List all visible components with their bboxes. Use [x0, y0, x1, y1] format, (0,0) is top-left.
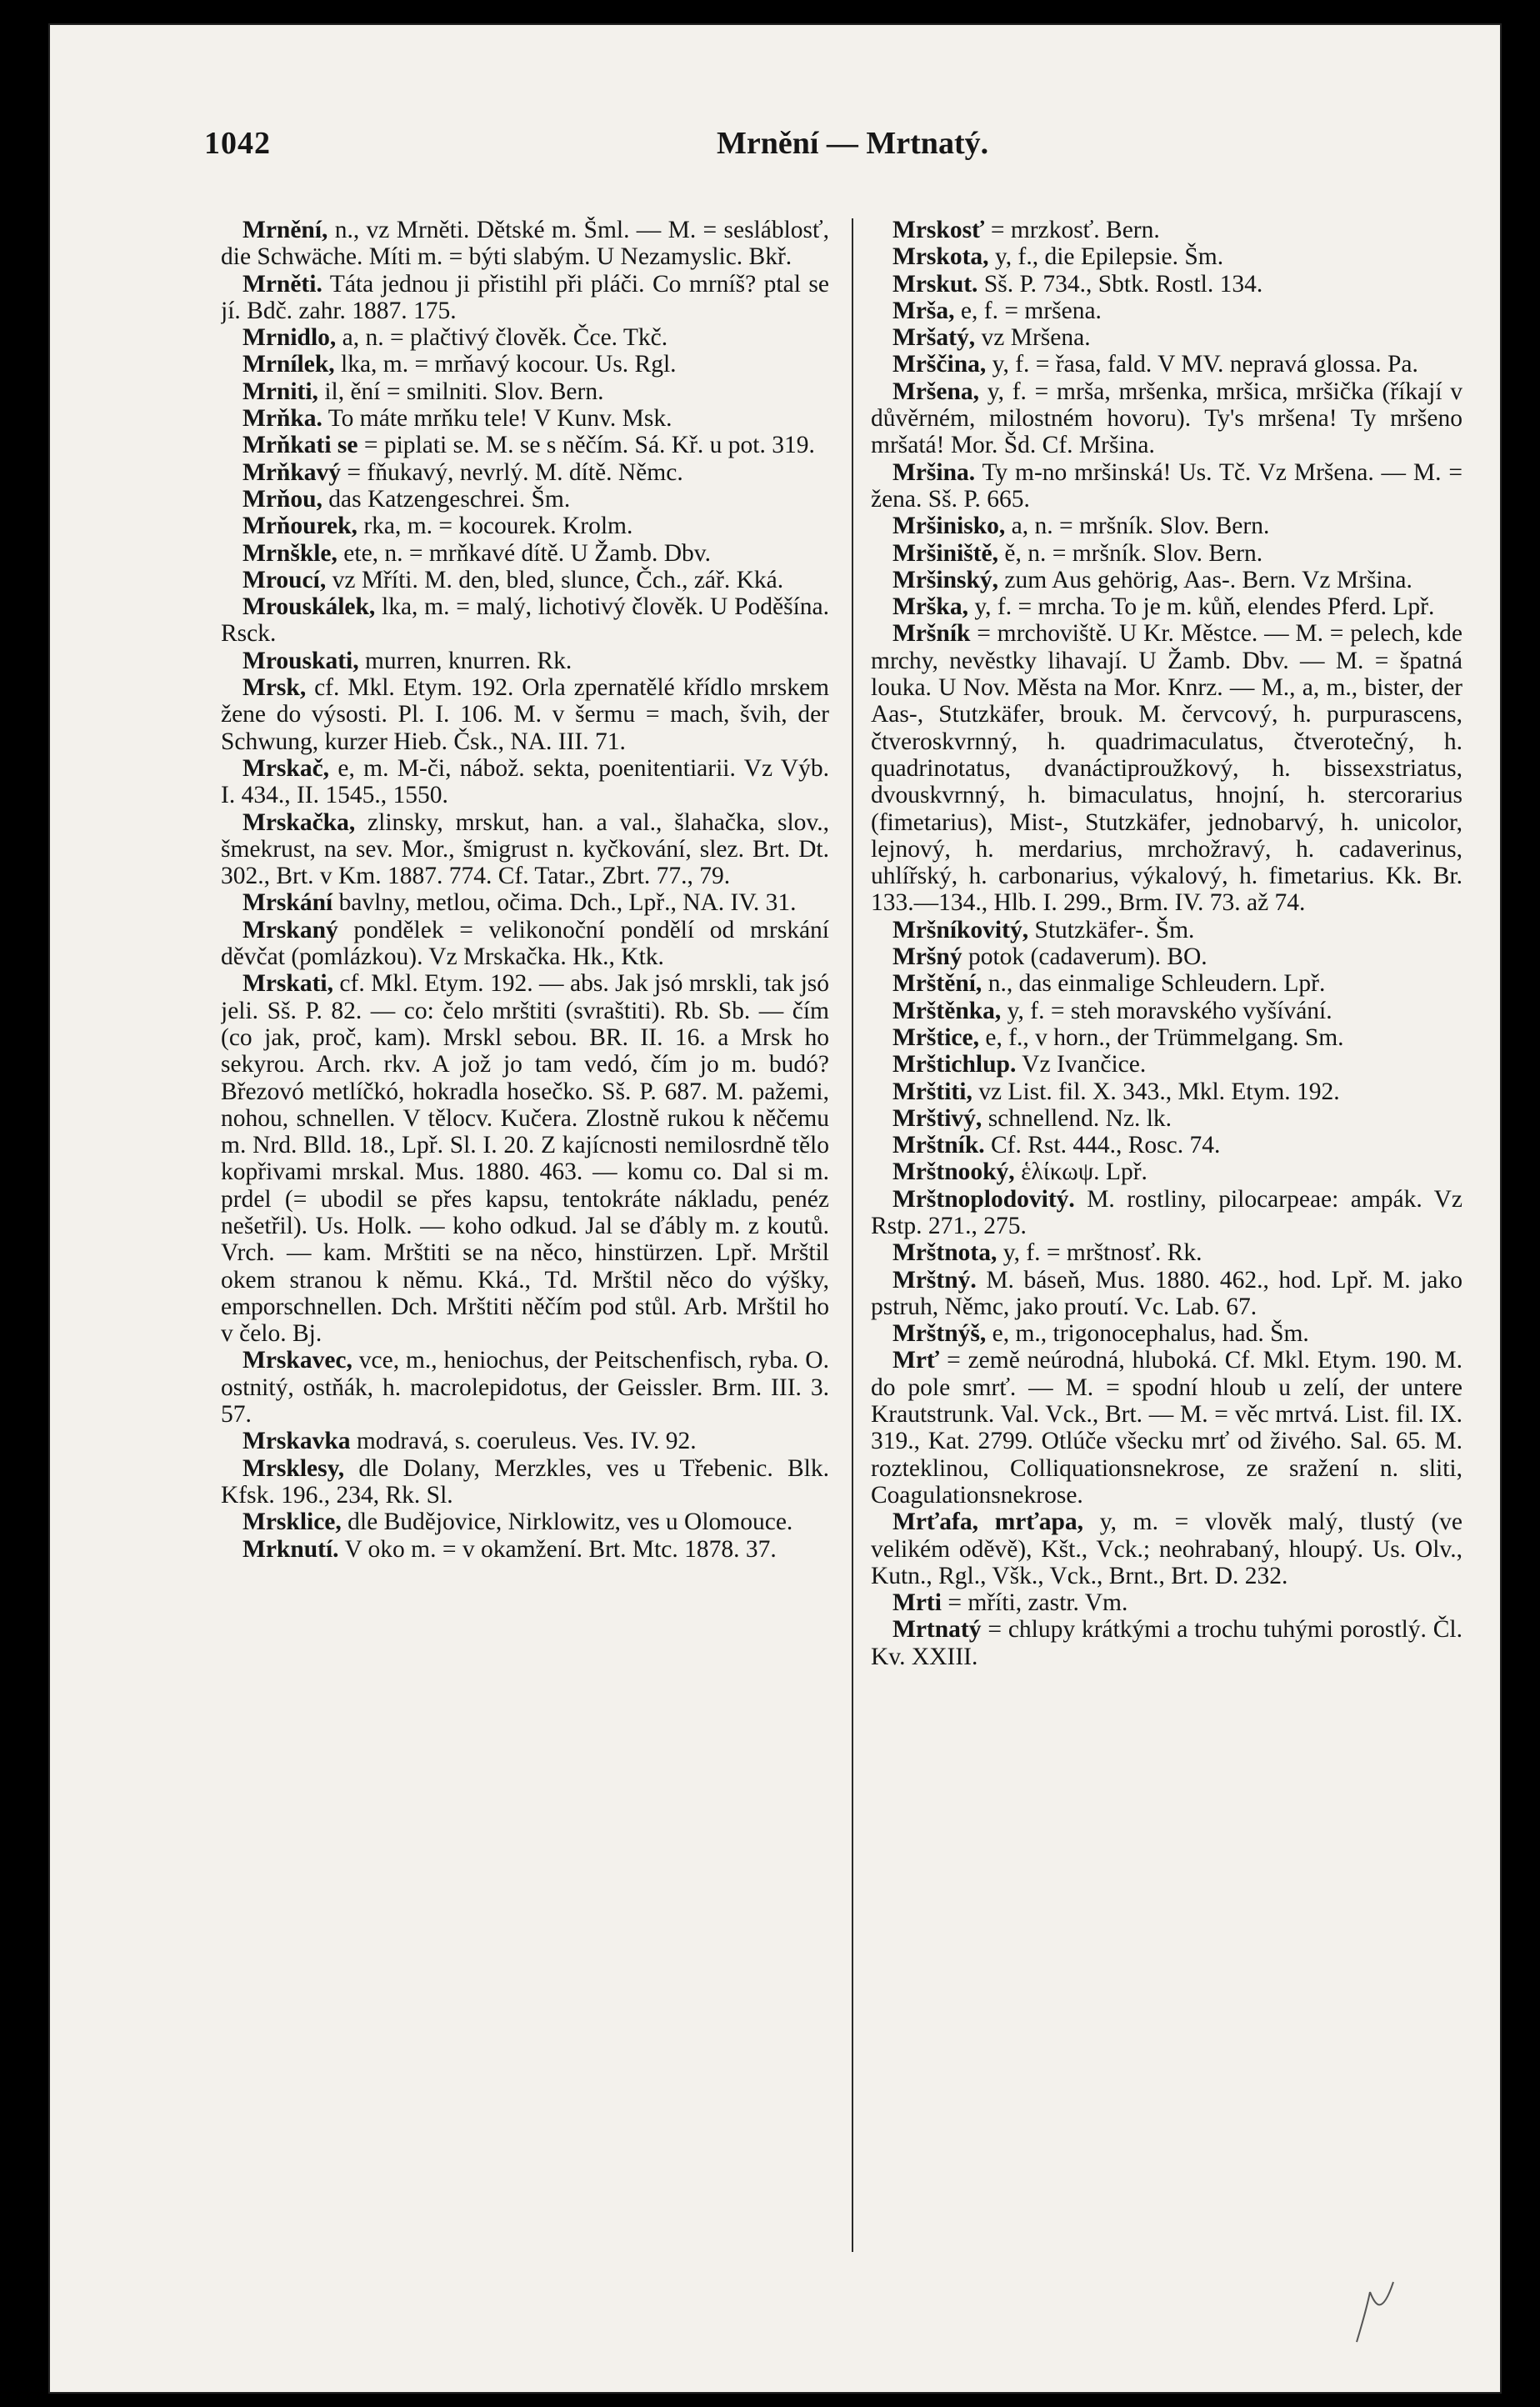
entry-headword: Mršena, [892, 378, 980, 405]
entry-definition: y, f., die Epilepsie. Šm. [988, 243, 1224, 271]
dictionary-entry [871, 1589, 1462, 1616]
dictionary-entry [221, 1428, 829, 1454]
entry-definition: y, m. = vlověk malý, tlustý (ve velikém oděvě), Kšt., Vck.; neohrabaný, hloupý. Us. Olv., Kutn., Rgl., Všk., Vck., Brnt., Brt. D. 232. [871, 1509, 1462, 1589]
dictionary-entry [871, 1024, 1462, 1051]
entry-definition: cf. Mkl. Etym. 192. Orla zpernatělé křídlo mrskem žene do výsosti. Pl. I. 106. M. v šermu = mach, švih, der Schwung, kurzer Hieb. Čsk., NA. III. 71. [221, 674, 829, 755]
entry-headword: Mrniti, [242, 378, 318, 405]
entry-headword: Mrněti. [242, 270, 322, 298]
entry-definition: lka, m. = mrňavý kocour. Us. Rgl. [334, 351, 677, 378]
dictionary-entry [221, 271, 829, 325]
entry-headword: Mrskačka, [242, 808, 356, 836]
entry-definition: ete, n. = mrňkavé dítě. U Žamb. Dbv. [337, 539, 711, 567]
entry-definition: potok (cadaverum). BO. [962, 943, 1208, 971]
dictionary-entry [871, 298, 1462, 324]
dictionary-entry [871, 1509, 1462, 1589]
entry-definition: zum Aus gehörig, Aas-. Bern. Vz Mršina. [998, 566, 1412, 593]
dictionary-entry [221, 459, 829, 486]
entry-headword: Mrštník. [892, 1132, 985, 1159]
entry-definition: y, f. = mrša, mršenka, mršica, mršička (říkají v důvěrném, milostném hovoru). Ty's mršena! Ty mršeno mršatá! Mor. Šd. Cf. Mršina. [871, 378, 1462, 459]
entry-definition: e, f. = mršena. [954, 297, 1102, 324]
entry-definition: y, f. = řasa, fald. V MV. nepravá glossa. Pa. [986, 351, 1418, 378]
entry-headword: Mrskut. [892, 270, 978, 298]
entry-definition: = země neúrodná, hluboká. Cf. Mkl. Etym. 190. M. do pole smrť. — M. = spodní hloub u zelí, der untere Krautstrunk. Val. Vck., Brt. — M. = věc mrtvá. List. fil. IX. 319., Kat. 2799. Otlúče všecku mrť od živého. Sal. 65. M. rozteklinou, Colliquationsnekrose, ze sražení n. sliti, Coagulationsnekrose. [871, 1347, 1462, 1509]
dictionary-entry [221, 567, 829, 593]
dictionary-entry [871, 1347, 1462, 1509]
entry-definition: schnellend. Nz. lk. [982, 1104, 1172, 1132]
entry-definition: a, n. = plačtivý člověk. Čce. Tkč. [336, 324, 668, 352]
entry-headword: Mršiniště, [892, 539, 998, 567]
dictionary-entry [871, 513, 1462, 539]
entry-definition: ě, n. = mršník. Slov. Bern. [998, 539, 1263, 567]
dictionary-entry [221, 889, 829, 916]
entry-headword: Mrsklesy, [242, 1454, 345, 1482]
entry-definition: cf. Mkl. Etym. 192. — abs. Jak jsó mrskli, tak jsó jeli. Sš. P. 82. — co: čelo mrštiti (svraštiti). Rb. Sb. — čím (co jak, proč, kam). Mrskl sebou. BR. II. 16. a Mrsk ho sekyrou. Arch. rkv. A jož jo tam vedó, čím jo m. budó? Březovó metlíčkó, hokradla hosečko. Sš. P. 687. M. pažemi, nohou, schnellen. V tělocv. Kučera. Zlostně rukou k něčemu m. Nrd. Blld. 18., Lpř. Sl. I. 20. Z kajícnosti nemilosrdně tělo kopřivami mrskal. Mus. 1880. 463. — komu co. Dal si m. prdel (= ubodil se přes kapsu, tentokráte nákladu, penéz nešetřil). Us. Holk. — koho odkud. Jal se ďábly m. z koutů. Vrch. — kam. Mrštiti se na něco, hinstürzen. Lpř. Mrštil okem stranou k němu. Kká., Td. Mrštil něco do výšky, emporschnellen. Dch. Mrštiti něčím pod stůl. Arb. Mrštil ho v čelo. Bj. [221, 970, 829, 1348]
entry-definition: Stutzkäfer-. Šm. [1028, 916, 1195, 943]
entry-definition: lka, m. = malý, lichotivý člověk. U Poděšína. Rsck. [221, 593, 829, 648]
dictionary-entry [221, 1347, 829, 1428]
dictionary-entry [221, 648, 829, 674]
entry-headword: Mrskati, [242, 970, 333, 998]
pencil-mark-icon [1350, 2275, 1400, 2350]
entry-definition: = mrzkosť. Bern. [984, 217, 1160, 243]
entry-definition: ἑλίκωψ. Lpř. [1014, 1158, 1148, 1186]
dictionary-entry [221, 1509, 829, 1535]
dictionary-entry [871, 1267, 1462, 1321]
entry-headword: Mršatý, [892, 324, 976, 352]
entry-headword: Mrštnýš, [892, 1320, 987, 1348]
entry-headword: Mrštění, [892, 970, 982, 998]
dictionary-entry [871, 378, 1462, 459]
dictionary-entry [871, 567, 1462, 593]
dictionary-entry [221, 540, 829, 567]
entry-definition: vz List. fil. X. 343., Mkl. Etym. 192. [972, 1078, 1340, 1105]
entry-headword: Mrnidlo, [242, 324, 337, 352]
entry-headword: Mrňou, [242, 485, 322, 513]
entry-headword: Mroucí, [242, 566, 327, 593]
dictionary-entry [221, 324, 829, 351]
dictionary-entry [871, 1320, 1462, 1347]
dictionary-entry [871, 1239, 1462, 1266]
dictionary-entry [871, 217, 1462, 243]
dictionary-entry [871, 540, 1462, 567]
entry-definition: To máte mrňku tele! V Kunv. Msk. [322, 405, 672, 433]
column-divider [852, 218, 853, 2252]
entry-headword: Mrti [892, 1589, 942, 1617]
entry-definition: V oko m. = v okamžení. Brt. Mtc. 1878. 37. [338, 1535, 777, 1563]
entry-headword: Mrskosť [892, 217, 985, 243]
dictionary-entry [221, 513, 829, 539]
entry-definition: e, m. M-či, nábož. sekta, poenitentiarii. Vz Výb. I. 434., II. 1545., 1550. [221, 754, 829, 809]
entry-headword: Mršný [892, 943, 962, 971]
entry-headword: Mrnění, [242, 217, 328, 243]
dictionary-entry [871, 1105, 1462, 1132]
entry-headword: Mrštichlup. [892, 1051, 1017, 1078]
entry-headword: Mrštnoplodovitý. [892, 1185, 1075, 1213]
entry-headword: Mrtnatý [892, 1616, 982, 1644]
entry-definition: Vz Ivančice. [1016, 1051, 1147, 1078]
entry-headword: Mrňka. [242, 405, 322, 433]
entry-headword: Mrskaný [242, 916, 338, 943]
entry-headword: Mrštivý, [892, 1104, 982, 1132]
dictionary-entry [221, 970, 829, 1347]
entry-definition: bavlny, metlou, očima. Dch., Lpř., NA. IV. 31. [332, 889, 797, 917]
dictionary-entry [221, 809, 829, 890]
entry-headword: Mrouskati, [242, 647, 359, 674]
dictionary-entry [221, 593, 829, 648]
entry-definition: dle Dolany, Merzkles, ves u Třebenic. Blk. Kfsk. 196., 234, Rk. Sl. [221, 1454, 829, 1509]
entry-definition: dle Budějovice, Nirklowitz, ves u Olomouce. [341, 1509, 793, 1536]
dictionary-entry [221, 755, 829, 809]
dictionary-entry [871, 1158, 1462, 1185]
dictionary-entry [221, 351, 829, 378]
dictionary-entry [871, 243, 1462, 270]
entry-definition: zlinsky, mrskut, han. a val., šlahačka, slov., šmekrust, na sev. Mor., šmigrust n. kyčkování, slez. Brt. Dt. 302., Brt. v Km. 1887. 774. Cf. Tatar., Zbrt. 77., 79. [221, 808, 829, 890]
dictionary-entry [871, 620, 1462, 916]
entry-headword: Mrknutí. [242, 1535, 339, 1563]
entry-definition: pondělek = velikonoční pondělí od mrskání děvčat (pomlázkou). Vz Mrskačka. Hk., Ktk. [221, 916, 829, 971]
dictionary-entry [221, 486, 829, 513]
entry-definition: Sš. P. 734., Sbtk. Rostl. 134. [978, 270, 1263, 298]
right-column [871, 217, 1462, 2292]
entry-definition: e, m., trigonocephalus, had. Šm. [986, 1320, 1309, 1348]
entry-definition: = mříti, zastr. Vm. [941, 1589, 1128, 1617]
entry-definition: = fňukavý, nevrlý. M. dítě. Němc. [341, 458, 683, 486]
entry-definition: Táta jednou ji přistihl při pláči. Co mrníš? ptal se jí. Bdč. zahr. 1887. 175. [221, 270, 829, 324]
entry-headword: Mrštice, [892, 1023, 979, 1051]
entry-definition: rka, m. = kocourek. Krolm. [357, 513, 633, 540]
entry-headword: Mrštný. [892, 1266, 977, 1294]
entry-definition: vz Mršena. [975, 324, 1091, 352]
entry-definition: = chlupy krátkými a trochu tuhými porostlý. Čl. Kv. XXIII. [871, 1616, 1462, 1670]
entry-definition: e, f., v horn., der Trümmelgang. Sm. [979, 1023, 1344, 1051]
entry-headword: Mrnílek, [242, 351, 335, 378]
entry-headword: Mrščina, [892, 351, 987, 378]
dictionary-entry [221, 1536, 829, 1563]
entry-headword: Mrňkati se [242, 432, 358, 459]
entry-headword: Mrštiti, [892, 1078, 972, 1105]
entry-definition: y, f. = mrštnosť. Rk. [997, 1239, 1202, 1267]
entry-headword: Mrštěnka, [892, 997, 1002, 1024]
entry-definition: y, f. = steh moravského vyšívání. [1001, 997, 1332, 1024]
entry-headword: Mršina. [892, 458, 976, 486]
entry-headword: Mrouskálek, [242, 593, 376, 621]
entry-headword: Mrťafa, mrťapa, [892, 1509, 1084, 1536]
dictionary-entry [871, 1132, 1462, 1158]
dictionary-entry [221, 405, 829, 432]
dictionary-entry [871, 1616, 1462, 1670]
entry-headword: Mrskavka [242, 1428, 351, 1455]
dictionary-entry [871, 459, 1462, 513]
entry-headword: Mrša, [892, 297, 955, 324]
entry-definition: Ty m-no mršinská! Us. Tč. Vz Mršena. — M. = žena. Sš. P. 665. [871, 458, 1462, 513]
dictionary-entry [221, 917, 829, 971]
entry-headword: Mrška, [892, 593, 968, 621]
dictionary-entry [871, 271, 1462, 298]
dictionary-entry [221, 1455, 829, 1509]
entry-definition: vce, m., heniochus, der Peitschenfisch, ryba. O. ostnitý, ostňák, h. macrolepidotus, der Geissler. Brm. III. 3. 57. [221, 1347, 829, 1429]
entry-headword: Mršníkovitý, [892, 916, 1029, 943]
dictionary-entry [871, 1078, 1462, 1105]
entry-definition: = mrchoviště. U Kr. Městce. — M. = pelech, kde mrchy, nevěstky lihavají. U Žamb. Dbv. — M. = špatná louka. U Nov. Města na Mor. Knrz. — M., a, m., bister, der Aas-, Stutzkäfer, brouk. M. červcový, h. purpurascens, čtveroskvrnný, h. quadrimaculatus, čtverotečný, h. quadrinotatus, dvanáctiproužkový, h. bissexstriatus, dvouskvrnný, h. bimaculatus, hnojní, h. stercorarius (fimetarius), Mist-, Stutzkäfer, jednobarvý, h. unicolor, lejnový, h. merdarius, mrchožravý, h. cadaverinus, uhlířský, h. carbonarius, výkalový, h. fimetarius. Kk. Br. 133.—134., Hlb. I. 299., Brm. IV. 73. až 74. [871, 620, 1462, 917]
entry-headword: Mrskač, [242, 754, 330, 782]
entry-definition: a, n. = mršník. Slov. Bern. [1005, 513, 1270, 540]
running-head [204, 125, 1412, 175]
dictionary-entry [871, 324, 1462, 351]
dictionary-page [50, 25, 1500, 2392]
dictionary-entry [871, 943, 1462, 970]
entry-definition: n., das einmalige Schleudern. Lpř. [982, 970, 1326, 998]
dictionary-entry [871, 917, 1462, 943]
entry-definition: murren, knurren. Rk. [358, 647, 572, 674]
entry-headword: Mrsklice, [242, 1509, 342, 1536]
entry-headword: Mrštnota, [892, 1239, 998, 1267]
entry-headword: Mrsk, [242, 674, 307, 702]
entry-definition: modravá, s. coeruleus. Ves. IV. 92. [350, 1428, 697, 1455]
entry-headword: Mrštnooký, [892, 1158, 1015, 1186]
entry-definition: Cf. Rst. 444., Rosc. 74. [984, 1132, 1221, 1159]
entry-definition: y, f. = mrcha. To je m. kůň, elendes Pferd. Lpř. [968, 593, 1435, 621]
entry-headword: Mršinský, [892, 566, 999, 593]
entry-headword: Mrskavec, [242, 1347, 352, 1374]
entry-headword: Mrňkavý [242, 458, 341, 486]
entry-headword: Mrskota, [892, 243, 989, 271]
entry-definition: n., vz Mrněti. Dětské m. Šml. — M. = sesláblosť, die Schwäche. Míti m. = býti slabým. U Nezamyslic. Bkř. [221, 217, 829, 271]
dictionary-entry [221, 378, 829, 405]
entry-definition: vz Mříti. M. den, bled, slunce, Čch., zář. Kká. [326, 566, 784, 593]
page-number: 1042 [204, 126, 271, 161]
left-column [221, 217, 829, 2292]
entry-definition: = piplati se. M. se s něčím. Sá. Kř. u pot. 319. [358, 432, 815, 459]
entry-headword: Mršník [892, 620, 971, 648]
dictionary-entry [871, 998, 1462, 1024]
entry-definition: il, ění = smilniti. Slov. Bern. [318, 378, 604, 405]
entry-headword: Mrňourek, [242, 513, 358, 540]
entry-headword: Mrskání [242, 889, 333, 917]
entry-definition: M. báseň, Mus. 1880. 462., hod. Lpř. M. jako pstruh, Němc, jako proutí. Vc. Lab. 67. [871, 1266, 1462, 1320]
entry-headword: Mrnškle, [242, 539, 338, 567]
entry-definition: das Katzengeschrei. Šm. [322, 485, 571, 513]
dictionary-entry [871, 593, 1462, 620]
dictionary-entry [221, 674, 829, 755]
dictionary-entry [221, 217, 829, 271]
entry-headword: Mrť [892, 1347, 940, 1374]
dictionary-entry [871, 1186, 1462, 1240]
dictionary-entry [871, 351, 1462, 378]
entry-definition: M. rostliny, pilocarpeae: ampák. Vz Rstp. 271., 275. [871, 1185, 1462, 1239]
entry-headword: Mršinisko, [892, 513, 1006, 540]
dictionary-entry [221, 432, 829, 458]
dictionary-entry [871, 1051, 1462, 1078]
running-title: Mrnění — Mrtnatý. [717, 126, 989, 161]
dictionary-entry [871, 970, 1462, 997]
